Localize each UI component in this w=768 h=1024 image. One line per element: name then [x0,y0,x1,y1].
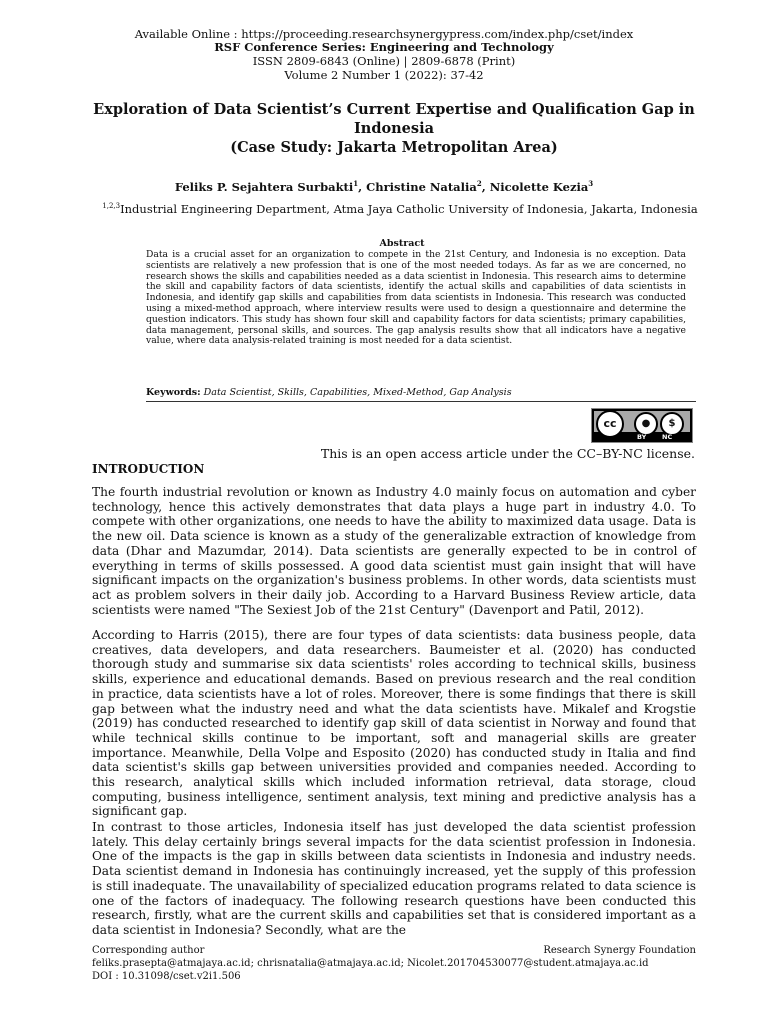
footer-doi: DOI : 10.31098/cset.v2i1.506 [92,971,241,982]
paragraph-1: The fourth industrial revolution or known as Industry 4.0 mainly focus on automation and cyber technology, hence this actively demonstrates that data plays a huge part in industry 4.0. To compete with other organizations, one needs to have the ability to maximized data usage. Data is the new oil. Data science is known as a study of the generalizable extraction of knowledge from data (Dhar and Mazumdar, 2014). Data scientists are generally expected to be in control of everything in terms of skills possessed. A good data scientist must gain insight that will have significant impacts on the organization's business problems. In other words, data scientists must act as problem solvers in their daily job. According to a Harvard Business Review article, data scientists were named "The Sexiest Job of the 21st Century" (Davenport and Patil, 2012). [92,485,696,617]
journal-volume: Volume 2 Number 1 (2022): 37-42 [284,68,484,82]
abstract-body: Data is a crucial asset for an organization to compete in the 21st Century, and Indonesia is no exception. Data scientists are relatively a new profession that is one of the most needed todays. As far as we are concerned, no research shows the skills and capabilities needed as a data scientist in Indonesia. This research aims to determine the skill and capability factors of data scientists, identify the actual skills and capabilities of data scientists in Indonesia, and identify gap skills and capabilities from data scientists in Indonesia. This research was conducted using a mixed-method approach, where interview results were used to design a questionnaire and determine the question indicators. This study has shown four skill and capability factors for data scientists; primary capabilities, data management, personal skills, and sources. The gap analysis results show that all indicators have a negative value, where data analysis-related training is most needed for a data scientist. [146,249,686,347]
title-line-3: (Case Study: Jakarta Metropolitan Area) [230,139,558,156]
corresponding-author-label: Corresponding author [92,945,205,956]
keywords [146,387,686,398]
license-text: This is an open access article under the CC–BY-NC license. [320,446,695,461]
keywords-label: Keywords: [146,387,201,398]
cc-by-label: BY [637,433,647,441]
cc-icon: cc [596,410,624,438]
series-name: RSF Conference Series: Engineering and Technology [214,40,554,54]
author-1-sup: 1 [353,179,359,188]
author-1: Feliks P. Sejahtera Surbakti [174,179,354,194]
paper-title [92,100,696,157]
cc-license-badge[interactable] [591,408,693,443]
journal-issn: ISSN 2809-6843 (Online) | 2809-6878 (Print) [252,54,516,68]
author-2: Christine Natalia [366,179,477,194]
cc-nc-label: NC [662,433,673,441]
author-3-sup: 3 [588,179,594,188]
paragraph-3: In contrast to those articles, Indonesia itself has just developed the data scientist profession lately. This delay certainly brings several impacts for the data scientist profession in Indonesia. One of the impacts is the gap in skills between data scientists in Indonesia and industry needs. Data scientist demand in Indonesia has continuingly increased, yet the supply of this profession is still inadequate. The unavailability of specialized education programs related to data science is one of the factors of inadequacy. The following research questions have been conducted this research, firstly, what are the current skills and capabilities set that is considered important as a data scientist in Indonesia? Secondly, what are the [92,820,696,937]
paragraph-2: According to Harris (2015), there are four types of data scientists: data business people, data creatives, data developers, and data researchers. Baumeister et al. (2020) has conducted thorough study and summarise six data scientists' roles according to technical skills, business skills, experience and educational demands. Based on previous research and the real condition in practice, data scientists have a lot of roles. Moreover, there is some findings that there is skill gap between what the industry need and what the data scientists have. Mikalef and Krogstie (2019) has conducted researched to identify gap skill of data scientist in Norway and found that while technical skills continue to be important, soft and managerial skills are greater importance. Meanwhile, Della Volpe and Esposito (2020) has conducted study in Italia and find data scientist's skills gap between universities provided and companies needed. According to this research, analytical skills which included information retrieval, data storage, cloud computing, business intelligence, sentiment analysis, text mining and predictive analysis has a significant gap. [92,628,696,819]
keywords-text: Data Scientist, Skills, Capabilities, Mixed-Method, Gap Analysis [203,387,512,398]
affiliation [0,202,768,216]
keywords-divider [146,401,696,402]
noncommercial-icon: $ [660,412,684,436]
affiliation-text: Industrial Engineering Department, Atma Jaya Catholic University of Indonesia, Jakarta, Indonesia [120,202,698,216]
journal-series [0,41,768,54]
author-list: Feliks P. Sejahtera Surbakti$^1$, Christine Natalia$^2$, Nicolette Kezia$^3$ [174,179,594,194]
footer-emails: feliks.prasepta@atmajaya.ac.id; chrisnatalia@atmajaya.ac.id; Nicolet.201704530077@student.atmajaya.ac.id [92,958,649,969]
title-line-1: Exploration of Data Scientist’s Current Expertise and Qualification Gap in [93,101,695,118]
author-2-sup: 2 [476,179,482,188]
abstract-heading: Abstract [379,238,425,249]
author-3: Nicolette Kezia [489,179,589,194]
affiliation-sup: 1,2,3 [102,202,121,211]
title-line-2: Indonesia [354,120,434,137]
journal-url: Available Online : https://proceeding.researchsynergypress.com/index.php/cset/index [134,27,634,41]
attribution-icon: ● [634,412,658,436]
publisher-name: Research Synergy Foundation [543,945,696,956]
section-heading-introduction: INTRODUCTION [92,462,205,476]
footer-line-1 [92,945,696,957]
